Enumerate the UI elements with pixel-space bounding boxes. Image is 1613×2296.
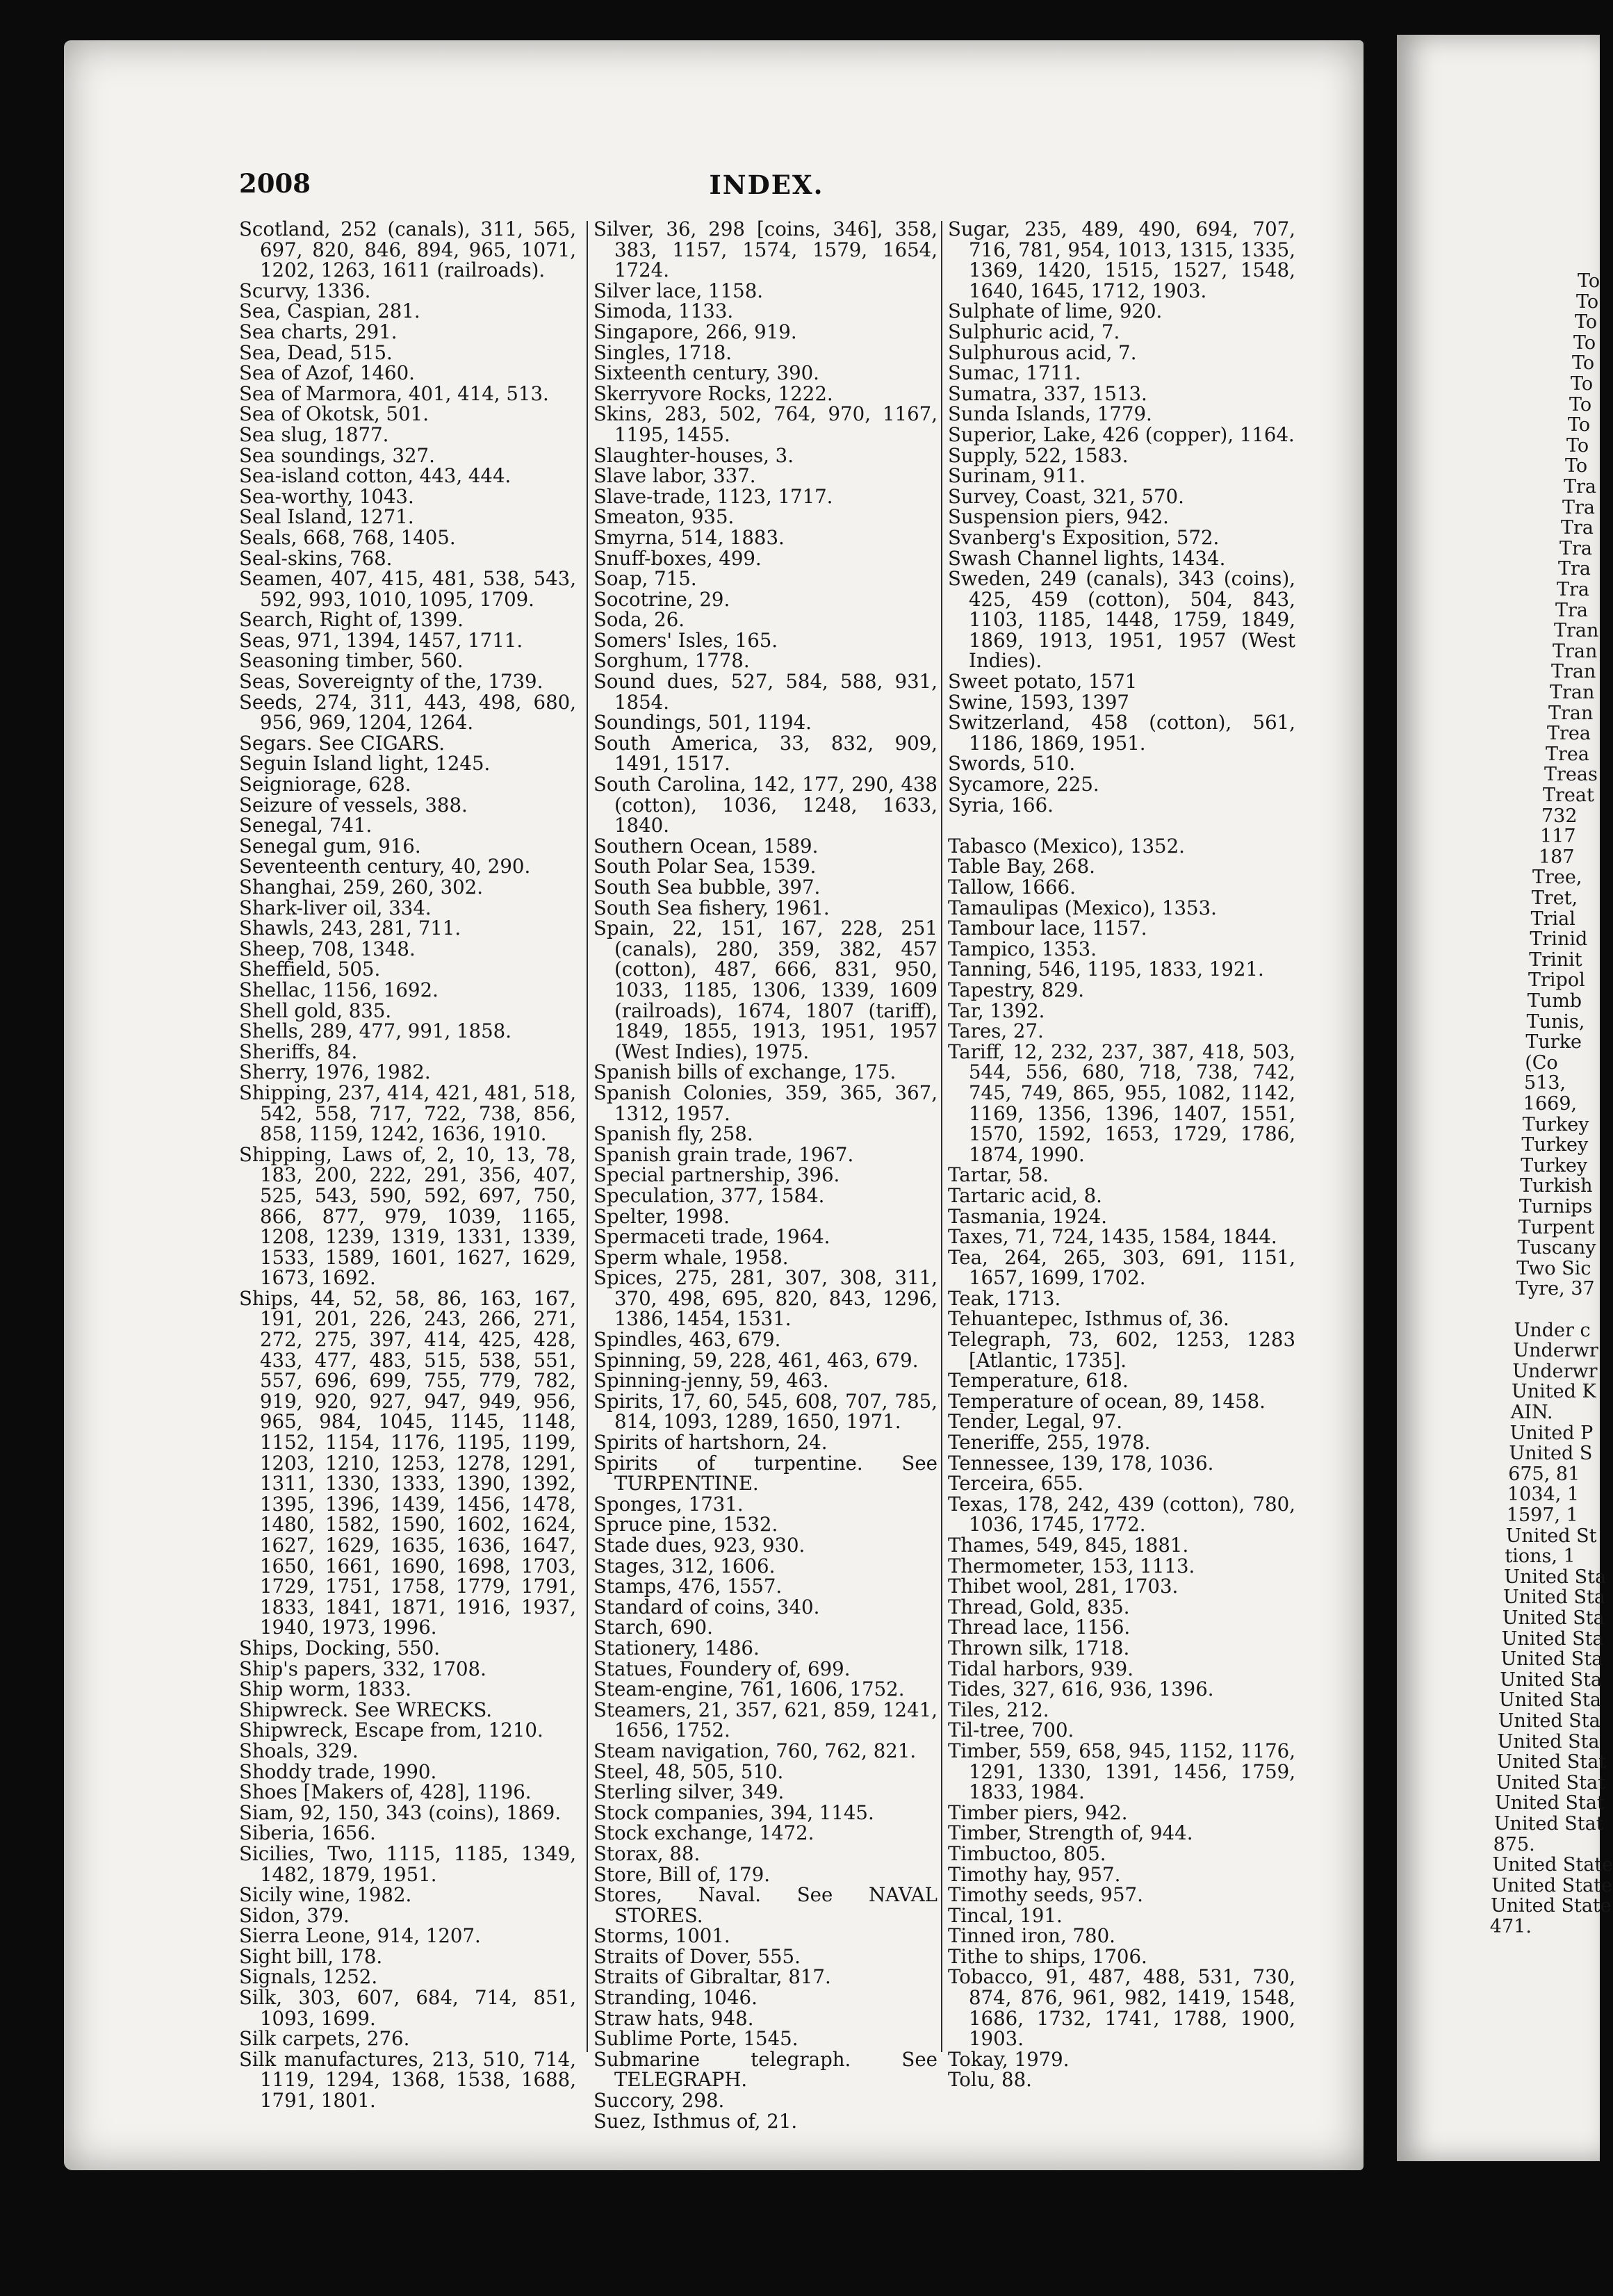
index-entry: Sicilies, Two, 1115, 1185, 1349, 1482, 1879, 1951. xyxy=(239,1842,576,1886)
index-entry: Somers' Isles, 165. xyxy=(593,628,778,652)
index-entry: Thrown silk, 1718. xyxy=(948,1636,1130,1659)
index-entry: Tidal harbors, 939. xyxy=(948,1657,1133,1680)
index-entry: Search, Right of, 1399. xyxy=(239,608,464,632)
index-entry: Silk manufactures, 213, 510, 714, 1119, 1294, 1368, 1538, 1688, 1791, 1801. xyxy=(239,2047,576,2113)
index-entry: Spinning, 59, 228, 461, 463, 679. xyxy=(593,1348,919,1372)
index-entry: Svanberg's Exposition, 572. xyxy=(948,525,1220,549)
index-entry: Snuff-boxes, 499. xyxy=(593,546,762,570)
facing-page-fragment: Tra xyxy=(1555,599,1589,621)
index-entry: Seventeenth century, 40, 290. xyxy=(239,855,531,878)
facing-page-fragment: United St xyxy=(1505,1525,1597,1547)
index-entry: Sumac, 1711. xyxy=(948,361,1081,385)
index-entry: South Sea fishery, 1961. xyxy=(593,896,830,919)
index-entry: Smyrna, 514, 1883. xyxy=(593,525,785,549)
index-entry: Spanish bills of exchange, 175. xyxy=(593,1060,896,1084)
facing-page-fragment: Tripol xyxy=(1528,969,1585,992)
facing-page-fragment: United Sta xyxy=(1501,1627,1604,1650)
index-entry: Siberia, 1656. xyxy=(239,1821,376,1845)
index-entry: Spermaceti trade, 1964. xyxy=(593,1225,830,1249)
index-entry: Tartaric acid, 8. xyxy=(948,1183,1102,1207)
facing-page-fragment: To xyxy=(1573,331,1596,354)
facing-page-fragment: Trea xyxy=(1547,723,1591,745)
index-entry: Seal Island, 1271. xyxy=(239,505,414,529)
index-entry: Sugar, 235, 489, 490, 694, 707, 716, 781, 954, 1013, 1315, 1335, 1369, 1420, 1515, 1527, 1548, 1640, 1645, 1712, 1903. xyxy=(948,218,1295,302)
index-entry: Survey, Coast, 321, 570. xyxy=(948,484,1184,508)
index-entry: Special partnership, 396. xyxy=(593,1163,840,1187)
facing-page-fragment: Tran xyxy=(1554,620,1599,642)
index-entry: South Carolina, 142, 177, 290, 438 (cotton), 1036, 1248, 1633, 1840. xyxy=(593,773,937,837)
index-entry: Seasoning timber, 560. xyxy=(239,649,464,673)
index-entry: Timber, 559, 658, 945, 1152, 1176, 1291, 1330, 1391, 1456, 1759, 1833, 1984. xyxy=(948,1739,1295,1804)
facing-page-fragment: Tumb xyxy=(1527,990,1582,1012)
index-entry: Store, Bill of, 179. xyxy=(593,1862,771,1886)
index-entry: Table Bay, 268. xyxy=(948,855,1095,878)
column-divider xyxy=(587,221,588,2052)
index-entry: Spruce pine, 1532. xyxy=(593,1513,778,1536)
index-entry: Stationery, 1486. xyxy=(593,1636,760,1659)
index-entry: Tampico, 1353. xyxy=(948,937,1097,960)
index-entry: Spelter, 1998. xyxy=(593,1204,730,1228)
index-entry: Sherry, 1976, 1982. xyxy=(239,1060,431,1084)
index-entry: Ship worm, 1833. xyxy=(239,1678,412,1701)
column-divider xyxy=(941,221,942,2052)
index-entry: Stock companies, 394, 1145. xyxy=(593,1801,874,1824)
facing-page-fragment: Turkey xyxy=(1521,1154,1588,1176)
index-entry: Sycamore, 225. xyxy=(948,773,1099,796)
index-entry: Seizure of vessels, 388. xyxy=(239,793,468,817)
index-entry: Sea charts, 291. xyxy=(239,320,398,343)
facing-page-fragment: AIN. xyxy=(1510,1402,1553,1423)
index-entry: Tolu, 88. xyxy=(948,2068,1032,2092)
facing-page-fragment: To xyxy=(1571,373,1594,395)
index-entry: Steam-engine, 761, 1606, 1752. xyxy=(593,1678,905,1701)
index-entry: Suez, Isthmus of, 21. xyxy=(593,2109,798,2133)
index-entry: Senegal gum, 916. xyxy=(239,834,421,858)
index-entry: Shipwreck, Escape from, 1210. xyxy=(239,1719,543,1742)
index-entry: Slaughter-houses, 3. xyxy=(593,443,794,467)
index-entry: Sperm whale, 1958. xyxy=(593,1245,789,1269)
index-entry: Stores, Naval. See NAVAL STORES. xyxy=(593,1883,937,1927)
index-entry: Tehuantepec, Isthmus of, 36. xyxy=(948,1307,1229,1331)
index-entry: Shellac, 1156, 1692. xyxy=(239,978,439,1001)
index-entry: Shanghai, 259, 260, 302. xyxy=(239,876,484,899)
facing-page-fragment: United Stat xyxy=(1493,1813,1604,1835)
index-entry: Tanning, 546, 1195, 1833, 1921. xyxy=(948,958,1264,981)
facing-page-fragment: Tran xyxy=(1548,702,1594,724)
index-entry: Spices, 275, 281, 307, 308, 311, 370, 498, 695, 820, 843, 1296, 1386, 1454, 1531. xyxy=(593,1266,937,1331)
index-entry: Tallow, 1666. xyxy=(948,876,1076,899)
facing-page-fragment: Turkey xyxy=(1521,1134,1589,1156)
index-entry: Ships, Docking, 550. xyxy=(239,1636,441,1659)
index-entry: Timbuctoo, 805. xyxy=(948,1842,1106,1865)
facing-page-fragment: Underwr xyxy=(1513,1340,1598,1362)
index-entry: Texas, 178, 242, 439 (cotton), 780, 1036, 1745, 1772. xyxy=(948,1492,1295,1536)
facing-page-fragment: To xyxy=(1566,434,1589,457)
facing-page-fragment: United Sta xyxy=(1502,1607,1605,1629)
index-entry: Tartar, 58. xyxy=(948,1163,1049,1187)
index-entry: Swords, 510. xyxy=(948,752,1076,776)
index-entry: Spanish grain trade, 1967. xyxy=(593,1142,854,1166)
index-entry: Shells, 289, 477, 991, 1858. xyxy=(239,1019,511,1043)
facing-page-fragment: 875. xyxy=(1493,1833,1535,1855)
facing-page-fragment: Trial xyxy=(1530,908,1575,930)
index-entry: Starch, 690. xyxy=(593,1616,713,1639)
index-entry: Sweden, 249 (canals), 343 (coins), 425, 459 (cotton), 504, 843, 1103, 1185, 1448, 1759, 1849, 1869, 1913, 1951, 1957 (West Indies). xyxy=(948,567,1295,673)
index-entry: Spirits of hartshorn, 24. xyxy=(593,1431,828,1454)
index-entry: Shoals, 329. xyxy=(239,1739,359,1762)
index-entry: Sulphuric acid, 7. xyxy=(948,320,1120,343)
index-entry: Stages, 312, 1606. xyxy=(593,1554,776,1577)
index-entry: Slave labor, 337. xyxy=(593,464,756,488)
index-entry: Submarine telegraph. See TELEGRAPH. xyxy=(593,2047,937,2092)
index-entry: Stock exchange, 1472. xyxy=(593,1821,814,1845)
facing-page-fragment: Trea xyxy=(1546,743,1589,765)
index-entry: Sulphate of lime, 920. xyxy=(948,300,1163,323)
index-entry: Thread, Gold, 835. xyxy=(948,1595,1130,1618)
facing-page-fragment: Tran xyxy=(1550,682,1595,703)
index-entry: Spirits of turpentine. See TURPENTINE. xyxy=(593,1451,937,1495)
index-entry: Tennessee, 139, 178, 1036. xyxy=(948,1451,1214,1475)
index-entry: Tapestry, 829. xyxy=(948,978,1085,1001)
index-entry: Sheriffs, 84. xyxy=(239,1040,358,1063)
facing-page-fragment: tions, 1 xyxy=(1505,1545,1575,1568)
facing-page-fragment: Turkey xyxy=(1522,1113,1589,1135)
index-entry: Spanish Colonies, 359, 365, 367, 1312, 1957. xyxy=(593,1081,937,1125)
index-entry: Spain, 22, 151, 167, 228, 251 (canals), 280, 359, 382, 457 (cotton), 487, 666, 831, 950, 1033, 1185, 1306, 1339, 1609 (railroads), 1674, 1807 (tariff), 1849, 1855, 1913, 1951, 1957 (West Indies), 1975. xyxy=(593,917,937,1063)
index-entry: Ships, 44, 52, 58, 86, 163, 167, 191, 201, 226, 243, 266, 271, 272, 275, 397, 414, 425, 428, 433, 477, 483, 515, 538, 551, 557, 696, 699, 755, 779, 782, 919, 920, 927, 947, 949, 956, 965, 984, 1045, 1145, 1148, 1152, 1154, 1176, 1195, 1199, 1203, 1210, 1253, 1278, 1291, 1311, 1330, 1333, 1390, 1392, 1395, 1396, 1439, 1456, 1478, 1480, 1582, 1590, 1602, 1624, 1627, 1629, 1635, 1636, 1647, 1650, 1661, 1690, 1698, 1703, 1729, 1751, 1758, 1779, 1791, 1833, 1841, 1871, 1916, 1937, 1940, 1973, 1996. xyxy=(239,1286,576,1639)
index-entry: Tiles, 212. xyxy=(948,1698,1049,1721)
facing-page-fragment: Under c xyxy=(1514,1319,1591,1341)
index-entry: Thibet wool, 281, 1703. xyxy=(948,1575,1179,1598)
facing-page-fragment: To xyxy=(1575,311,1598,334)
index-entry: Sicily wine, 1982. xyxy=(239,1883,412,1907)
index-entry: Senegal, 741. xyxy=(239,814,372,837)
index-entry: Shipping, Laws of, 2, 10, 13, 78, 183, 200, 222, 291, 356, 407, 525, 543, 590, 592, 697, 750, 866, 877, 979, 1039, 1165, 1208, 1239, 1319, 1331, 1339, 1533, 1589, 1601, 1627, 1629, 1673, 1692. xyxy=(239,1142,576,1290)
index-entry: Tariff, 12, 232, 237, 387, 418, 503, 544, 556, 680, 718, 738, 742, 745, 749, 865, 955, 1082, 1142, 1169, 1356, 1396, 1407, 1551, 1570, 1592, 1653, 1729, 1786, 1874, 1990. xyxy=(948,1040,1295,1166)
index-entry: Skins, 283, 502, 764, 970, 1167, 1195, 1455. xyxy=(593,402,937,446)
index-entry: Surinam, 911. xyxy=(948,464,1086,488)
facing-page-fragment: To xyxy=(1568,414,1591,436)
facing-page-fragment: United Sta xyxy=(1500,1648,1603,1671)
facing-page-fragment: United Sta xyxy=(1497,1730,1600,1753)
index-entry: Til-tree, 700. xyxy=(948,1719,1074,1742)
index-column-3 xyxy=(948,219,1295,2090)
index-entry: Suspension piers, 942. xyxy=(948,505,1169,529)
index-entry: Temperature of ocean, 89, 1458. xyxy=(948,1389,1266,1413)
index-entry: Thermometer, 153, 1113. xyxy=(948,1554,1195,1577)
index-entry: Smeaton, 935. xyxy=(593,505,735,529)
index-entry: Shipwreck. See WRECKS. xyxy=(239,1698,493,1721)
index-entry: Sublime Porte, 1545. xyxy=(593,2027,799,2051)
facing-page-fragment: United Sta xyxy=(1498,1710,1600,1732)
index-entry: Sunda Islands, 1779. xyxy=(948,402,1152,426)
page-number: 2008 xyxy=(239,168,311,199)
index-entry: Swash Channel lights, 1434. xyxy=(948,546,1226,570)
facing-page-fragment: (Co xyxy=(1525,1051,1558,1074)
index-entry: Shipping, 237, 414, 421, 481, 518, 542, 558, 717, 722, 738, 856, 858, 1159, 1242, 1636, 1910. xyxy=(239,1081,576,1146)
index-entry: Tincal, 191. xyxy=(948,1903,1063,1927)
index-entry: Sierra Leone, 914, 1207. xyxy=(239,1924,481,1948)
index-entry: Silk carpets, 276. xyxy=(239,2027,410,2051)
facing-page-fragment: United State xyxy=(1491,1874,1612,1896)
facing-page-fragment: Tran xyxy=(1551,661,1596,683)
index-entry: Simoda, 1133. xyxy=(593,300,734,323)
index-entry: Storms, 1001. xyxy=(593,1924,730,1948)
index-entry: Timothy seeds, 957. xyxy=(948,1883,1143,1907)
index-entry: Seguin Island light, 1245. xyxy=(239,752,491,776)
index-entry: Shell gold, 835. xyxy=(239,999,392,1022)
index-entry: Straits of Dover, 555. xyxy=(593,1944,801,1968)
index-entry: Segars. See CIGARS. xyxy=(239,731,445,755)
index-entry: Seeds, 274, 311, 443, 498, 680, 956, 969, 1204, 1264. xyxy=(239,690,576,735)
index-entry: Tides, 327, 616, 936, 1396. xyxy=(948,1678,1214,1701)
facing-page-fragment: United P xyxy=(1509,1422,1594,1444)
index-entry: Telegraph, 73, 602, 1253, 1283 [Atlantic, 1735]. xyxy=(948,1328,1295,1372)
index-entry: Spirits, 17, 60, 545, 608, 707, 785, 814, 1093, 1289, 1650, 1971. xyxy=(593,1389,937,1434)
index-entry: Sea-island cotton, 443, 444. xyxy=(239,464,511,488)
index-entry: Switzerland, 458 (cotton), 561, 1186, 1869, 1951. xyxy=(948,711,1295,755)
facing-page-fragment: United Sta xyxy=(1504,1566,1607,1588)
index-entry: Silver lace, 1158. xyxy=(593,279,764,302)
index-entry: Socotrine, 29. xyxy=(593,587,730,611)
facing-page-fragment: Treas xyxy=(1544,764,1598,786)
index-entry: Shoddy trade, 1990. xyxy=(239,1760,437,1783)
index-entry: Scurvy, 1336. xyxy=(239,279,371,302)
index-entry: Timber, Strength of, 944. xyxy=(948,1821,1193,1845)
index-entry: Sea of Azof, 1460. xyxy=(239,361,415,385)
index-entry: Tabasco (Mexico), 1352. xyxy=(948,834,1185,858)
facing-page-fragment: To xyxy=(1569,393,1592,416)
index-entry: Soap, 715. xyxy=(593,567,697,591)
index-entry: Sight bill, 178. xyxy=(239,1944,383,1968)
facing-page-fragment: Tra xyxy=(1558,558,1591,580)
index-entry: Ship's papers, 332, 1708. xyxy=(239,1657,486,1680)
index-entry: Tar, 1392. xyxy=(948,999,1045,1022)
facing-page-fragment: Turkish xyxy=(1520,1175,1593,1197)
index-entry: Spinning-jenny, 59, 463. xyxy=(593,1369,829,1393)
index-entry: Swine, 1593, 1397 xyxy=(948,690,1129,714)
index-entry: Tea, 264, 265, 303, 691, 1151, 1657, 1699, 1702. xyxy=(948,1245,1295,1290)
index-entry: Seals, 668, 768, 1405. xyxy=(239,525,456,549)
facing-page-fragment: Turke xyxy=(1525,1031,1582,1053)
index-column-1 xyxy=(239,219,576,2111)
facing-page-fragment: Two Sic xyxy=(1516,1257,1591,1279)
index-entry: Signals, 1252. xyxy=(239,1965,378,1989)
facing-page-fragment: United Sta xyxy=(1499,1689,1601,1712)
facing-page-fragment: 732 xyxy=(1541,805,1578,827)
facing-page-fragment: Trinid xyxy=(1530,928,1588,951)
facing-page-fragment: Tra xyxy=(1564,476,1597,498)
index-entry: Straits of Gibraltar, 817. xyxy=(593,1965,831,1989)
index-entry: Sea slug, 1877. xyxy=(239,423,389,446)
facing-page-fragment: Tyre, 37 xyxy=(1516,1278,1595,1300)
index-entry: Sheep, 708, 1348. xyxy=(239,937,416,960)
index-entry: Soundings, 501, 1194. xyxy=(593,711,812,735)
index-entry: Slave-trade, 1123, 1717. xyxy=(593,484,833,508)
facing-page-fragment: Tuscany xyxy=(1517,1237,1596,1259)
index-entry: Sea soundings, 327. xyxy=(239,443,435,467)
index-entry: Sorghum, 1778. xyxy=(593,649,750,673)
index-entry: Straw hats, 948. xyxy=(593,2006,754,2030)
index-entry: Silk, 303, 607, 684, 714, 851, 1093, 1699. xyxy=(239,1986,576,2030)
index-entry: Steam navigation, 760, 762, 821. xyxy=(593,1739,917,1762)
index-entry: Speculation, 377, 1584. xyxy=(593,1183,825,1207)
index-entry: Temperature, 618. xyxy=(948,1369,1129,1393)
index-entry: Succory, 298. xyxy=(593,2089,725,2113)
index-entry: Sulphurous acid, 7. xyxy=(948,341,1137,364)
facing-page-fragment: Turpent xyxy=(1518,1216,1595,1238)
index-entry: Teak, 1713. xyxy=(948,1286,1061,1310)
index-entry: Shawls, 243, 281, 711. xyxy=(239,917,461,940)
facing-page-fragment: Tran xyxy=(1553,640,1598,662)
index-entry: Stranding, 1046. xyxy=(593,1986,758,2010)
index-entry: Seamen, 407, 415, 481, 538, 543, 592, 993, 1010, 1095, 1709. xyxy=(239,567,576,611)
index-entry: Stade dues, 923, 930. xyxy=(593,1534,805,1557)
facing-page-fragment: United State xyxy=(1492,1854,1613,1876)
index-entry: Skerryvore Rocks, 1222. xyxy=(593,382,833,405)
index-entry: Tasmania, 1924. xyxy=(948,1204,1108,1228)
facing-page-fragment: To xyxy=(1572,352,1595,375)
index-entry: Statues, Foundery of, 699. xyxy=(593,1657,851,1680)
page-header xyxy=(239,168,1294,210)
index-entry: Sea of Marmora, 401, 414, 513. xyxy=(239,382,549,405)
index-entry: Siam, 92, 150, 343 (coins), 1869. xyxy=(239,1801,562,1824)
index-column-2 xyxy=(593,219,937,2131)
facing-page-fragment: Underwr xyxy=(1512,1360,1598,1382)
facing-page-fragment: 1034, 1 xyxy=(1507,1484,1580,1506)
facing-page-fragment: 513, xyxy=(1524,1072,1566,1094)
index-entry: Sterling silver, 349. xyxy=(593,1780,785,1804)
facing-page-fragment: United Stat xyxy=(1496,1771,1605,1794)
facing-page-fragment: Treat xyxy=(1543,785,1594,806)
facing-page-fragment: Turnips xyxy=(1518,1196,1593,1217)
facing-page-fragment: Trinit xyxy=(1529,949,1582,971)
index-entry: Seas, Sovereignty of the, 1739. xyxy=(239,670,543,694)
index-entry: Tokay, 1979. xyxy=(948,2047,1070,2071)
index-entry: Sixteenth century, 390. xyxy=(593,361,819,385)
index-entry: Tamaulipas (Mexico), 1353. xyxy=(948,896,1217,919)
facing-page-fragment: Tree, xyxy=(1532,867,1582,889)
facing-page-fragment: United K xyxy=(1512,1381,1596,1403)
index-entry: Terceira, 655. xyxy=(948,1472,1084,1495)
facing-page-fragment: Tra xyxy=(1561,517,1594,539)
index-entry: Teneriffe, 255, 1978. xyxy=(948,1431,1151,1454)
index-entry: Stamps, 476, 1557. xyxy=(593,1575,783,1598)
index-entry: Tithe to ships, 1706. xyxy=(948,1944,1147,1968)
index-entry: Sea, Caspian, 281. xyxy=(239,300,420,323)
index-entry: Timber piers, 942. xyxy=(948,1801,1128,1824)
index-entry: Shark-liver oil, 334. xyxy=(239,896,432,919)
index-entry: Seal-skins, 768. xyxy=(239,546,393,570)
index-entry: Sound dues, 527, 584, 588, 931, 1854. xyxy=(593,670,937,714)
index-entry: Timothy hay, 957. xyxy=(948,1862,1121,1886)
index-entry: Tobacco, 91, 487, 488, 531, 730, 874, 876, 961, 982, 1419, 1548, 1686, 1732, 1741, 1788, 1900, 1903. xyxy=(948,1965,1295,2051)
running-head: INDEX. xyxy=(709,170,824,200)
index-entry: Tender, Legal, 97. xyxy=(948,1410,1123,1434)
index-entry: Sumatra, 337, 1513. xyxy=(948,382,1147,405)
facing-page-fragment: 187 xyxy=(1539,846,1575,868)
facing-page-fragment: United State xyxy=(1491,1895,1612,1917)
index-entry: Thread lace, 1156. xyxy=(948,1616,1131,1639)
index-entry: Singapore, 266, 919. xyxy=(593,320,797,343)
facing-page-fragment: United Sta xyxy=(1500,1668,1603,1691)
index-entry: Seigniorage, 628. xyxy=(239,773,411,796)
facing-page-fragment: 471. xyxy=(1489,1916,1532,1937)
index-entry: Silver, 36, 298 [coins, 346], 358, 383, 1157, 1574, 1579, 1654, 1724. xyxy=(593,218,937,282)
index-entry: Thames, 549, 845, 1881. xyxy=(948,1534,1189,1557)
index-entry: Storax, 88. xyxy=(593,1842,701,1865)
facing-page-fragment: 675, 81 xyxy=(1508,1463,1580,1485)
index-entry: South Polar Sea, 1539. xyxy=(593,855,817,878)
index-entry: Tinned iron, 780. xyxy=(948,1924,1115,1948)
index-entry: Steamers, 21, 357, 621, 859, 1241, 1656, 1752. xyxy=(593,1698,937,1742)
index-entry: Spindles, 463, 679. xyxy=(593,1328,781,1352)
facing-page xyxy=(1397,35,1613,2161)
facing-page-fragment: 1597, 1 xyxy=(1506,1504,1578,1526)
index-entry: Steel, 48, 505, 510. xyxy=(593,1760,784,1783)
facing-page-fragment: United Stat xyxy=(1496,1751,1607,1773)
index-entry: South America, 33, 832, 909, 1491, 1517. xyxy=(593,731,937,776)
index-entry: Sea of Okotsk, 501. xyxy=(239,402,429,426)
index-entry: Sea-worthy, 1043. xyxy=(239,484,414,508)
index-entry: Sheffield, 505. xyxy=(239,958,381,981)
index-entry: Sidon, 379. xyxy=(239,1903,350,1927)
index-entry: Soda, 26. xyxy=(593,608,685,632)
index-entry: Sponges, 1731. xyxy=(593,1492,744,1516)
index-entry: Shoes [Makers of, 428], 1196. xyxy=(239,1780,532,1804)
index-entry: Supply, 522, 1583. xyxy=(948,443,1129,467)
facing-page-fragment: Tret, xyxy=(1531,887,1578,909)
index-entry: Scotland, 252 (canals), 311, 565, 697, 820, 846, 894, 965, 1071, 1202, 1263, 1611 (railroads). xyxy=(239,218,576,282)
index-entry: Taxes, 71, 724, 1435, 1584, 1844. xyxy=(948,1225,1277,1249)
facing-page-fragment: To xyxy=(1576,290,1599,313)
facing-page-fragment: Tra xyxy=(1557,579,1590,600)
facing-page-fragment: 1669, xyxy=(1523,1093,1578,1115)
facing-page-fragment: United Sta xyxy=(1503,1586,1605,1609)
facing-page-fragment: 117 xyxy=(1540,826,1576,848)
index-entry: Syria, 166. xyxy=(948,793,1054,817)
index-entry: Tares, 27. xyxy=(948,1019,1044,1043)
index-entry: Singles, 1718. xyxy=(593,341,732,364)
index-entry: Tambour lace, 1157. xyxy=(948,917,1147,940)
index-entry: Sea, Dead, 515. xyxy=(239,341,393,364)
facing-page-fragment: Tunis, xyxy=(1526,1010,1585,1033)
index-entry: Seas, 971, 1394, 1457, 1711. xyxy=(239,628,523,652)
facing-page-fragment: Tra xyxy=(1562,496,1596,518)
facing-page-fragment: Tra xyxy=(1559,537,1593,559)
index-entry: Superior, Lake, 426 (copper), 1164. xyxy=(948,423,1295,446)
index-entry: Southern Ocean, 1589. xyxy=(593,834,819,858)
index-entry: Spanish fly, 258. xyxy=(593,1122,753,1146)
facing-page-fragment: United S xyxy=(1509,1443,1593,1465)
facing-page-fragment: United Stat xyxy=(1495,1792,1605,1814)
index-entry: Standard of coins, 340. xyxy=(593,1595,820,1618)
facing-page-fragment: To xyxy=(1578,270,1600,292)
facing-page-fragment: To xyxy=(1565,455,1588,477)
index-entry: Sweet potato, 1571 xyxy=(948,670,1138,694)
index-entry: South Sea bubble, 397. xyxy=(593,876,821,899)
